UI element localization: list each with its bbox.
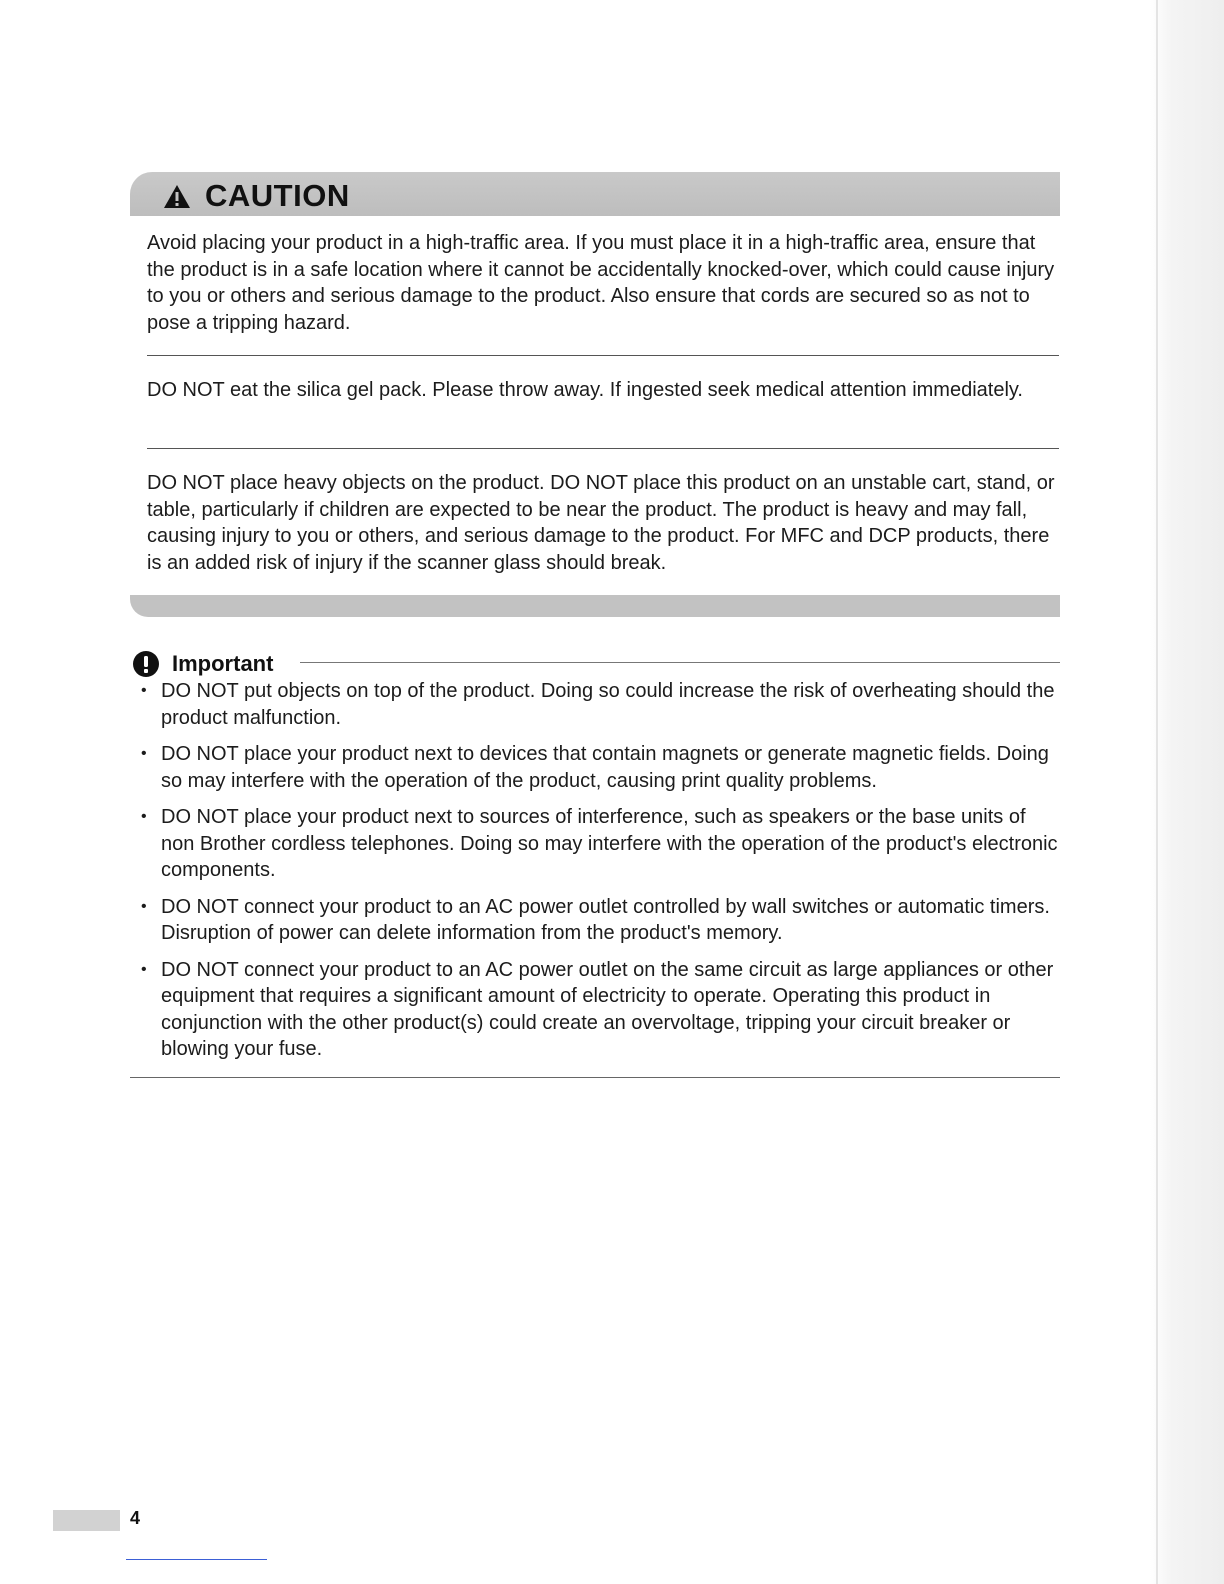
page-tab <box>53 1510 120 1531</box>
important-list <box>135 678 1060 1073</box>
section-separator-bar <box>130 595 1060 617</box>
scan-shadow <box>1150 0 1224 1584</box>
caution-heading <box>163 176 350 216</box>
divider <box>147 448 1059 449</box>
bullet-icon: • <box>141 745 147 762</box>
section-end-rule <box>130 1077 1060 1078</box>
exclamation-circle-icon <box>132 650 160 678</box>
caution-paragraph-traffic: Avoid placing your product in a high-traffic area. If you must place it in a high-traffic area, ensure that the product is in a safe location where it cannot be accidentally knocked-over, which could cause injury to you or others and serious damage to the product. Also ensure that cords are secured so as not to pose a tripping hazard. <box>147 232 1055 334</box>
divider <box>147 355 1059 356</box>
bullet-icon: • <box>141 682 147 699</box>
list-item-text: DO NOT place your product next to sources of interference, such as speakers or the base units of non Brother cordless telephones. Doing so may interfere with the operation of the product's electronic components. <box>161 806 1058 881</box>
important-rule <box>300 662 1060 663</box>
warning-triangle-icon <box>163 184 191 209</box>
caution-paragraph-silica: DO NOT eat the silica gel pack. Please throw away. If ingested seek medical attention immediately. <box>147 379 1023 401</box>
list-item <box>135 894 1060 947</box>
important-title: Important <box>172 651 274 676</box>
list-item-text: DO NOT connect your product to an AC power outlet on the same circuit as large appliances or other equipment that requires a significant amount of electricity to operate. Operating this product in conjunction with the other product(s) could create an overvoltage, tripping your circuit breaker or blowing your fuse. <box>161 958 1054 1060</box>
list-item <box>135 678 1060 731</box>
list-item <box>135 957 1060 1063</box>
list-item <box>135 741 1060 794</box>
page-number: 4 <box>130 1508 141 1528</box>
bullet-icon: • <box>141 808 147 825</box>
list-item-text: DO NOT put objects on top of the product. Doing so could increase the risk of overheating should the product malfunction. <box>161 680 1055 729</box>
bullet-icon: • <box>141 960 147 978</box>
bullet-icon: • <box>141 897 147 915</box>
footer-line <box>126 1559 267 1560</box>
caution-title: CAUTION <box>205 178 350 213</box>
list-item <box>135 804 1060 884</box>
list-item-text: DO NOT connect your product to an AC power outlet controlled by wall switches or automatic timers. Disruption of power can delete information from the product's memory. <box>161 895 1050 944</box>
important-heading <box>132 648 273 680</box>
list-item-text: DO NOT place your product next to devices that contain magnets or generate magnetic fields. Doing so may interfere with the operation of the product, causing print quality problems. <box>161 743 1049 792</box>
page-edge <box>1156 0 1158 1584</box>
caution-paragraph-heavy-objects: DO NOT place heavy objects on the product. DO NOT place this product on an unstable cart, stand, or table, particularly if children are expected to be near the product. The product is heavy and may fall, causing injury to you or others, and serious damage to the product. For MFC and DCP products, there is an added risk of injury if the scanner glass should break. <box>147 472 1055 574</box>
